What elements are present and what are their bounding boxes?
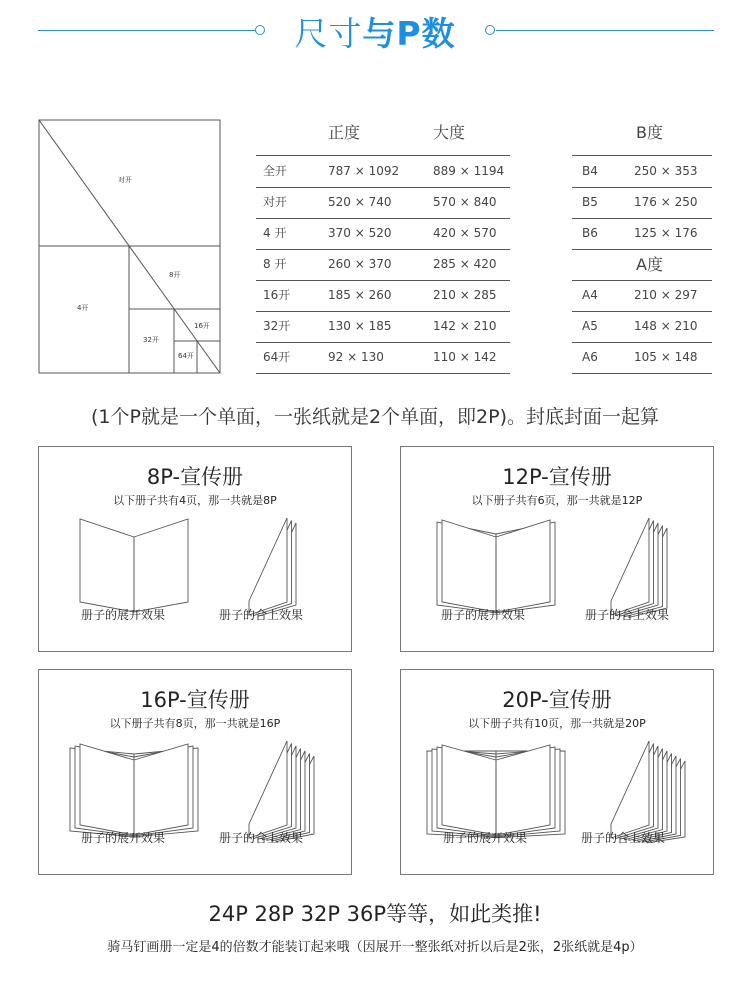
table-row bbox=[256, 156, 510, 188]
open-page-right bbox=[134, 519, 188, 612]
card-subtitle: 以下册子共有6页，那一共就是12P bbox=[471, 494, 643, 507]
table-row bbox=[256, 311, 510, 343]
row-zhengdu: 370 × 520 bbox=[328, 226, 392, 240]
caption-open: 册子的展开效果 bbox=[81, 608, 166, 622]
book-lines bbox=[427, 741, 685, 843]
table-row bbox=[256, 249, 510, 281]
row-size: 148 × 210 bbox=[634, 319, 698, 333]
book-lines bbox=[70, 741, 314, 842]
row-size: 250 × 353 bbox=[634, 164, 698, 178]
row-dadu: 110 × 142 bbox=[433, 350, 497, 364]
card-title: 8P-宣传册 bbox=[146, 465, 244, 489]
table-row bbox=[256, 280, 510, 312]
row-name: 全开 bbox=[263, 164, 288, 178]
diagram-label-16kai: 16开 bbox=[194, 322, 210, 330]
header-bdu: B度 bbox=[636, 123, 663, 142]
row-name: B5 bbox=[582, 195, 598, 209]
row-dadu: 889 × 1194 bbox=[433, 164, 505, 178]
table-row bbox=[572, 156, 712, 188]
closed-page bbox=[611, 518, 649, 615]
page-title-part2: 与P数 bbox=[362, 14, 456, 53]
card-title: 20P-宣传册 bbox=[502, 688, 612, 712]
caption-closed: 册子的合上效果 bbox=[219, 608, 304, 622]
row-dadu: 420 × 570 bbox=[433, 226, 497, 240]
open-page-left bbox=[80, 744, 134, 835]
table-row bbox=[256, 218, 510, 250]
caption-open: 册子的展开效果 bbox=[443, 831, 528, 845]
row-zhengdu: 185 × 260 bbox=[328, 288, 392, 302]
row-zhengdu: 787 × 1092 bbox=[328, 164, 400, 178]
caption-open: 册子的展开效果 bbox=[81, 831, 166, 845]
row-zhengdu: 92 × 130 bbox=[328, 350, 384, 364]
row-name: 4 开 bbox=[263, 226, 287, 240]
card-16p bbox=[38, 669, 352, 875]
diagram-label-4kai: 4开 bbox=[77, 304, 89, 312]
table-row bbox=[572, 218, 712, 250]
closed-page bbox=[249, 741, 287, 838]
row-name: B6 bbox=[582, 226, 598, 240]
table-row bbox=[572, 311, 712, 343]
row-size: 105 × 148 bbox=[634, 350, 698, 364]
row-dadu: 285 × 420 bbox=[433, 257, 497, 271]
caption-closed: 册子的合上效果 bbox=[581, 831, 666, 845]
row-dadu: 142 × 210 bbox=[433, 319, 497, 333]
table-row bbox=[572, 187, 712, 219]
table-row-header-adu bbox=[572, 249, 712, 281]
footer-line2: 骑马钉画册一定是4的倍数才能装订起来哦（因展开一整张纸对折以后是2张，2张纸就是4p） bbox=[107, 940, 643, 955]
row-name: 8 开 bbox=[263, 257, 287, 271]
closed-page bbox=[249, 518, 287, 615]
page-title bbox=[0, 8, 750, 55]
card-title: 12P-宣传册 bbox=[502, 465, 612, 489]
row-zhengdu: 520 × 740 bbox=[328, 195, 392, 209]
pages-note: (1个P就是一个单面，一张纸就是2个单面，即2P)。封底封面一起算 bbox=[90, 406, 659, 428]
row-name: 32开 bbox=[263, 319, 291, 333]
row-size: 125 × 176 bbox=[634, 226, 698, 240]
table-row bbox=[572, 280, 712, 312]
header-adu: A度 bbox=[636, 255, 663, 274]
closed-page bbox=[611, 741, 649, 838]
row-name: 64开 bbox=[263, 350, 291, 364]
row-zhengdu: 130 × 185 bbox=[328, 319, 392, 333]
open-page-right bbox=[496, 745, 550, 835]
row-name: B4 bbox=[582, 164, 598, 178]
table-row bbox=[572, 342, 712, 374]
row-dadu: 210 × 285 bbox=[433, 288, 497, 302]
card-subtitle: 以下册子共有4页，那一共就是8P bbox=[113, 494, 277, 507]
row-size: 176 × 250 bbox=[634, 195, 698, 209]
row-name: A5 bbox=[582, 319, 598, 333]
diagram-label-32kai: 32开 bbox=[143, 336, 159, 344]
row-name: 16开 bbox=[263, 288, 291, 302]
card-12p bbox=[400, 446, 714, 652]
row-name: A4 bbox=[582, 288, 598, 302]
card-subtitle: 以下册子共有8页，那一共就是16P bbox=[109, 717, 281, 730]
header-zhengdu: 正度 bbox=[328, 123, 361, 142]
card-subtitle: 以下册子共有10页，那一共就是20P bbox=[468, 717, 646, 730]
row-zhengdu: 260 × 370 bbox=[328, 257, 392, 271]
caption-closed: 册子的合上效果 bbox=[219, 831, 304, 845]
book-lines bbox=[80, 518, 296, 616]
diagram-label-8kai: 8开 bbox=[169, 271, 181, 279]
page-title-part1: 尺寸 bbox=[294, 14, 363, 53]
caption-closed: 册子的合上效果 bbox=[585, 608, 670, 622]
table-row bbox=[256, 342, 510, 374]
paper-fold-diagram bbox=[38, 119, 222, 375]
diagram-label-duikai: 对开 bbox=[118, 176, 132, 184]
row-dadu: 570 × 840 bbox=[433, 195, 497, 209]
card-20p bbox=[400, 669, 714, 875]
book-lines bbox=[437, 518, 667, 617]
open-page-right bbox=[134, 744, 188, 835]
table-row bbox=[256, 187, 510, 219]
diagram-label-64kai: 64开 bbox=[178, 352, 194, 360]
caption-open: 册子的展开效果 bbox=[441, 608, 526, 622]
open-page-left bbox=[442, 745, 496, 835]
row-name: A6 bbox=[582, 350, 598, 364]
row-size: 210 × 297 bbox=[634, 288, 698, 302]
open-page-left bbox=[80, 519, 134, 612]
header-dadu: 大度 bbox=[433, 123, 466, 142]
card-8p bbox=[38, 446, 352, 652]
card-title: 16P-宣传册 bbox=[140, 688, 250, 712]
footer-line1: 24P 28P 32P 36P等等，如此类推! bbox=[208, 902, 542, 926]
row-name: 对开 bbox=[263, 195, 288, 209]
